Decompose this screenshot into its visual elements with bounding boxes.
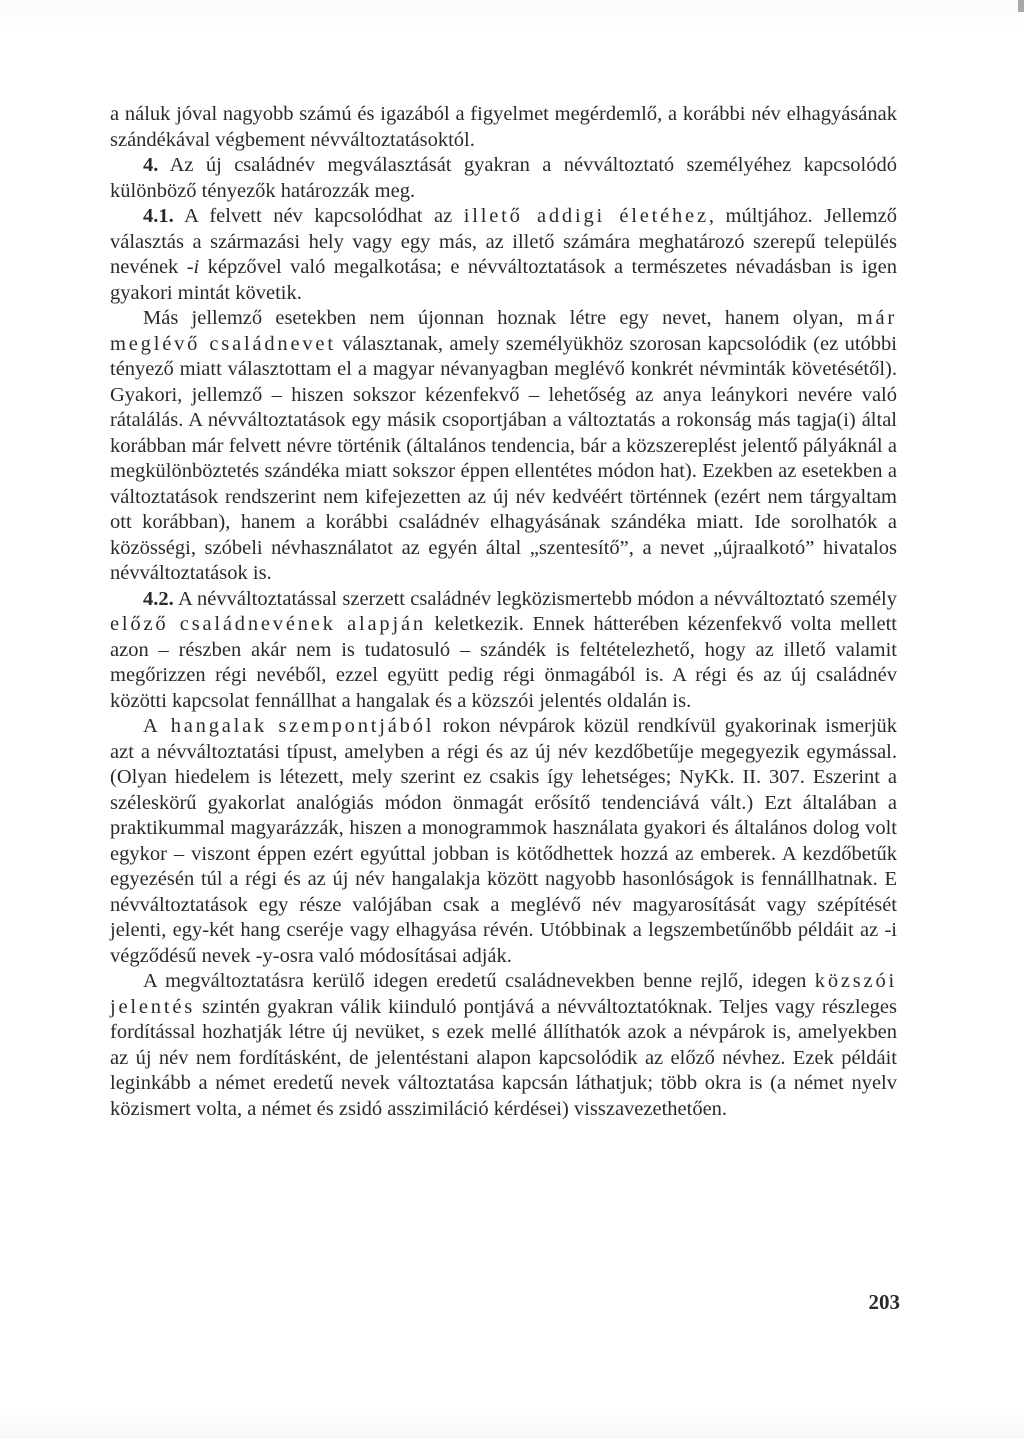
paragraph-text: keletkezik. Ennek hátterében kézenfekvő volta mellett azon – részben akár nem is tudatosuló – szándék is feltételezhető, hogy az illető valamit megőrizzen régi nevéből, ezzel együtt pedig régi önmagából is. A régi és az új családnév közötti kapcsolat fennállhat a hangalak és a közszói jelentés oldalán is. — [110, 613, 897, 712]
paragraph-section-4 — [110, 153, 897, 204]
paragraph-mas — [110, 306, 897, 587]
paragraph-text: A névváltoztatással szerzett családnév legközismertebb módon a névváltoztató személy — [173, 587, 897, 610]
section-number: 4.1. — [143, 205, 174, 227]
section-number: 4. — [143, 154, 159, 176]
paragraph-hangalak — [110, 714, 897, 969]
italic-suffix: -i — [186, 256, 200, 278]
paragraph-text: Az új családnév megválasztását gyakran a névváltoztató személyéhez kapcsolódó különböző tényezők határozzák meg. — [110, 154, 897, 202]
spaced-emphasis: már meglévő családnevet — [110, 307, 897, 355]
paragraph-text: , múltjához. Jellemző választás a származási hely vagy egy más, az illető számára meghatározó szerepű település nevének — [110, 205, 898, 278]
section-number: 4.2. — [143, 587, 174, 610]
body-text — [110, 102, 897, 1122]
paragraph-section-4-1 — [110, 204, 897, 306]
spaced-emphasis: előző családnevének alapján — [110, 613, 426, 635]
scan-mark — [1018, 0, 1024, 12]
paragraph-text: választanak, amely személyükhöz szorosan kapcsolódik (ez utóbbi tényező miatt választottam el a magyar névanyagban meglévő konkrét névminták követésétől). Gyakori, jellemző – hiszen sokszor kézenfekvő – lehetőség az anya leánykori nevére való rátalálás. A névváltoztatások egy másik csoportjában a változtatás a rokonság más tagja(i) által korábban már felvett névre történik (általános tendencia, bár a közszereplést jelentő pályáknál a megkülönböztetés szándéka miatt sokszor éppen ellentétes módon hat). Ezekben az esetekben a változtatások rendszerint nem kifejezetten az új név kedvéért történnek (ezért nem tárgyaltam ott korábban), hanem a korábbi családnév elhagyásának szándéka miatt. Ide sorolhatók a közösségi, szóbeli névhasználatot az egyén által „szentesítő”, a nevet „újraalkotó” hivatalos névváltoztatások is. — [110, 332, 897, 584]
spaced-emphasis: közszói jelentés — [110, 970, 897, 1018]
paragraph-text: A megváltoztatásra kerülő idegen eredetű családnevekben benne rejlő, idegen — [143, 970, 815, 992]
paragraph-text: A felvett név kapcsolódhat az — [173, 205, 464, 227]
spaced-emphasis: illető addigi életéhez — [463, 205, 709, 227]
paragraph-idegen — [110, 969, 897, 1122]
paragraph-text: rokon névpárok közül rendkívül gyakorinak ismerjük azt a névváltoztatási típust, amelyben a régi és az új név kezdőbetűje megegyezik egymással. (Olyan hiedelem is létezett, mely szerint ez csakis így lehetséges; NyKk. II. 307. Eszerint a széleskörű gyakorlat analógiás módon önmagát erősítő tendenciává vált.) Ezt általában a praktikummal magyarázzák, hiszen a monogrammok használata gyakori és általános dolog volt egykor – viszont éppen ezért egyúttal jobban is kötődhettek hozzá az emberek. A kezdőbetűk egyezésén túl a régi és az új név hangalakja között nagyobb hasonlóságok is fennállhatnak. E névváltoztatások egy része valójában csak a meglévő név magyarosítását vagy szépítését jelenti, egy-két hang cseréje vagy elhagyása révén. Utóbbinak a legszembetűnőbb példáit az -i végződésű nevek -y-osra való módosításai adják. — [110, 715, 897, 967]
paragraph-section-4-2 — [110, 587, 897, 715]
paragraph-intro: a náluk jóval nagyobb számú és igazából a figyelmet megérdemlő, a korábbi név elhagyásának szándékával végbement névváltoztatásoktól. — [110, 103, 897, 151]
paragraph-text: képzővel való megalkotása; e névváltoztatások a természetes névadásban is igen gyakori mintát követik. — [110, 256, 897, 304]
page-number: 203 — [868, 1290, 900, 1314]
paragraph-text: szintén gyakran válik kiinduló pontjává a névváltoztatóknak. Teljes vagy részleges fordítással hozhatják létre új nevüket, s ezek mellé állíthatók azok a névpárok is, amelyekben az új név nem fordításként, de jelentéstani alapon kapcsolódik az előző névhez. Ezek példáit leginkább a német eredetű nevek változtatása kapcsán láthatjuk; több okra is (a német nyelv közismert volta, a német és zsidó asszimiláció kérdései) visszavezethetően. — [110, 995, 897, 1120]
spaced-emphasis: A hangalak szempontjából — [143, 715, 435, 737]
paragraph-text: Más jellemző esetekben nem újonnan hoznak létre egy nevet, hanem olyan, — [143, 307, 857, 329]
